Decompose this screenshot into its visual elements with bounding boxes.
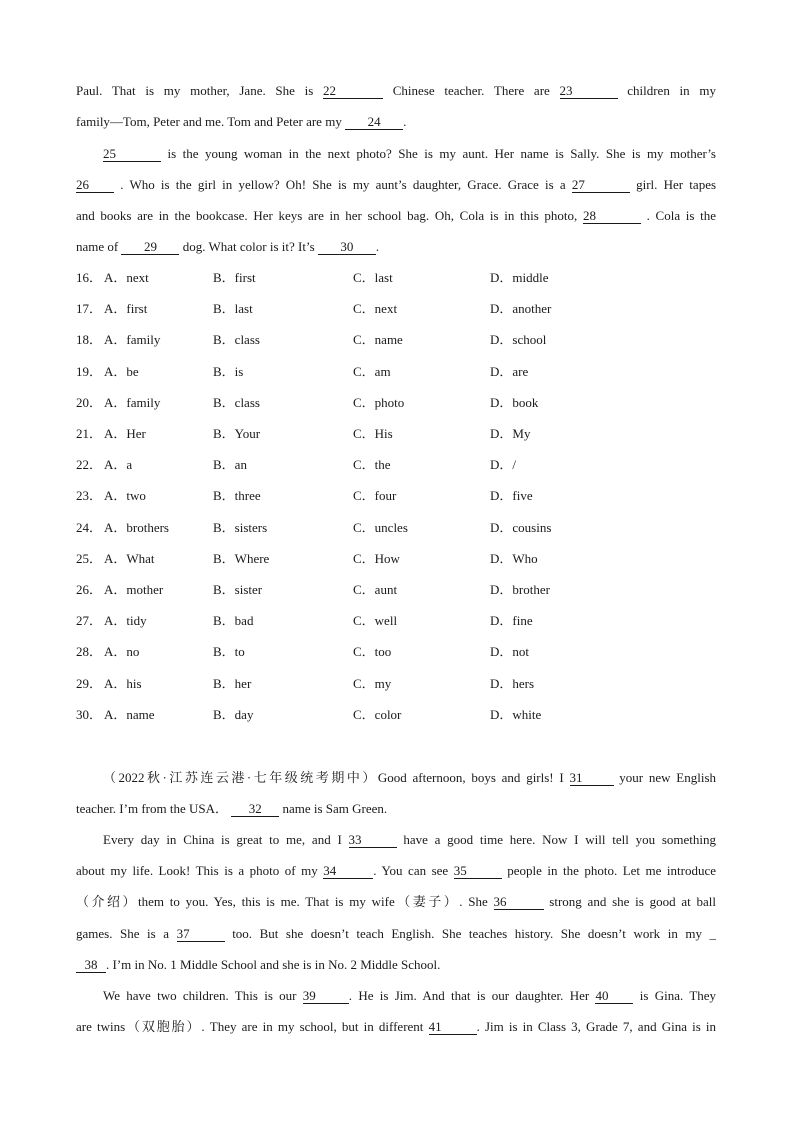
blank-32[interactable]: 32 <box>231 801 279 817</box>
blank-34[interactable]: 34 <box>323 863 373 879</box>
passage2-line6: games. She is a 37 too. But she doesn’t teach English. She teaches history. She doesn’t work in my _ <box>76 926 716 941</box>
blank-35[interactable]: 35 <box>454 863 502 879</box>
passage2-line4: about my life. Look! This is a photo of my 34 . You can see 35 people in the photo. Let me introduce <box>76 863 716 878</box>
question-row <box>76 300 716 318</box>
question-number: 27． <box>76 613 103 629</box>
question-number: 17． <box>76 301 103 317</box>
question-row <box>76 643 716 661</box>
option-c[interactable]: C．color <box>353 706 402 722</box>
passage2-line2: teacher. I’m from the USA． 32 name is Sam Green. <box>76 801 388 816</box>
question-number: 20． <box>76 394 103 410</box>
option-a[interactable]: A．next <box>104 270 149 285</box>
blank-41[interactable]: 41 <box>429 1019 477 1035</box>
question-row <box>76 550 716 568</box>
blank-24[interactable]: 24 <box>345 114 403 130</box>
blank-30[interactable]: 30 <box>318 239 376 255</box>
option-d[interactable]: D．another <box>490 301 552 317</box>
option-d[interactable]: D．middle <box>490 270 549 285</box>
passage1-line2: family—Tom, Peter and me. Tom and Peter are my 24 . <box>76 114 407 129</box>
option-d[interactable]: D．not <box>490 644 530 660</box>
option-b[interactable]: B．class <box>213 332 260 348</box>
option-c[interactable]: C．the <box>353 457 391 473</box>
passage1-line6: name of 29 dog. What color is it? It’s 30 . <box>76 239 380 254</box>
option-a[interactable]: A．name <box>104 706 155 722</box>
question-number: 18． <box>76 332 103 348</box>
question-row <box>76 456 716 474</box>
option-a[interactable]: A．What <box>104 550 155 566</box>
option-a[interactable]: A．family <box>104 332 161 348</box>
question-row <box>76 425 716 443</box>
blank-27[interactable]: 27 <box>572 177 630 193</box>
option-d[interactable]: D．Who <box>490 550 538 566</box>
blank-22[interactable]: 22 <box>323 83 383 99</box>
passage1-line5: and books are in the bookcase. Her keys are in her school bag. Oh, Cola is in this photo, 28 . Cola is the <box>76 208 716 223</box>
option-c[interactable]: C．four <box>353 488 397 504</box>
option-c[interactable]: C．next <box>353 301 398 317</box>
option-c[interactable]: C．aunt <box>353 582 398 597</box>
option-c[interactable]: C．my <box>353 675 392 691</box>
option-c[interactable]: C．How <box>353 550 400 566</box>
option-c[interactable]: C．too <box>353 644 392 660</box>
option-b[interactable]: B．last <box>213 301 253 317</box>
question-row <box>76 331 716 349</box>
blank-33[interactable]: 33 <box>349 832 397 848</box>
question-row <box>76 675 716 693</box>
option-d[interactable]: D．fine <box>490 613 533 629</box>
option-b[interactable]: B．an <box>213 457 247 473</box>
question-number: 25． <box>76 550 103 566</box>
blank-37[interactable]: 37 <box>177 926 225 942</box>
option-b[interactable]: B．her <box>213 675 252 691</box>
option-b[interactable]: B．first <box>213 270 256 285</box>
passage1-line3: 25 is the young woman in the next photo? She is my aunt. Her name is Sally. She is my mother’s <box>103 146 716 161</box>
option-a[interactable]: A．brothers <box>104 519 169 535</box>
blank-36[interactable]: 36 <box>494 894 544 910</box>
option-c[interactable]: C．uncles <box>353 519 408 535</box>
blank-31[interactable]: 31 <box>570 770 614 786</box>
option-a[interactable]: A．a <box>104 457 133 473</box>
option-b[interactable]: B．sisters <box>213 519 268 535</box>
option-c[interactable]: C．well <box>353 613 398 629</box>
option-b[interactable]: B．Your <box>213 426 261 441</box>
blank-26[interactable]: 26 <box>76 177 114 193</box>
question-row <box>76 581 716 599</box>
option-a[interactable]: A．mother <box>104 582 164 597</box>
question-row <box>76 363 716 381</box>
option-c[interactable]: C．photo <box>353 394 405 410</box>
blank-40[interactable]: 40 <box>595 988 633 1004</box>
question-row <box>76 519 716 537</box>
passage2-line1: （2022秋·江苏连云港·七年级统考期中）Good afternoon, boys and girls! I 31 your new English <box>103 770 716 785</box>
option-c[interactable]: C．last <box>353 270 393 285</box>
passage2-line3: Every day in China is great to me, and I 33 have a good time here. Now I will tell you something <box>103 832 716 847</box>
question-number: 21． <box>76 426 103 441</box>
option-b[interactable]: B．Where <box>213 550 270 566</box>
question-number: 24． <box>76 519 103 535</box>
passage2-line5: （介绍）them to you. Yes, this is me. That is my wife（妻子）. She 36 strong and she is good at ball <box>76 894 716 909</box>
question-number: 30． <box>76 706 103 722</box>
option-d[interactable]: D．hers <box>490 675 535 691</box>
passage2-line9: are twins（双胞胎）. They are in my school, but in different 41 . Jim is in Class 3, Grade 7, and Gina is in <box>76 1019 716 1034</box>
blank-25[interactable]: 25 <box>103 146 161 162</box>
option-d[interactable]: D．My <box>490 426 531 441</box>
question-number: 19． <box>76 363 103 379</box>
blank-39[interactable]: 39 <box>303 988 349 1004</box>
question-number: 26． <box>76 582 103 597</box>
question-row <box>76 269 716 287</box>
option-b[interactable]: B．three <box>213 488 261 504</box>
option-c[interactable]: C．His <box>353 426 393 441</box>
blank-28[interactable]: 28 <box>583 208 641 224</box>
blank-29[interactable]: 29 <box>121 239 179 255</box>
option-a[interactable]: A．no <box>104 644 140 660</box>
passage1-line4: 26 . Who is the girl in yellow? Oh! She is my aunt’s daughter, Grace. Grace is a 27 girl. Her tapes <box>76 177 716 192</box>
question-number: 22． <box>76 457 103 473</box>
option-d[interactable]: D．white <box>490 706 542 722</box>
option-b[interactable]: B．bad <box>213 613 254 629</box>
blank-23[interactable]: 23 <box>560 83 618 99</box>
option-a[interactable]: A．his <box>104 675 142 691</box>
option-a[interactable]: A．tidy <box>104 613 147 629</box>
option-a[interactable]: A．family <box>104 394 161 410</box>
option-a[interactable]: A．first <box>104 301 148 317</box>
question-number: 29． <box>76 675 103 691</box>
option-b[interactable]: B．day <box>213 706 254 722</box>
option-a[interactable]: A．Her <box>104 426 146 441</box>
option-b[interactable]: B．class <box>213 394 260 410</box>
option-d[interactable]: D．cousins <box>490 519 552 535</box>
passage2-line8: We have two children. This is our 39 . He is Jim. And that is our daughter. Her 40 is Gina. They <box>103 988 716 1003</box>
option-a[interactable]: A．two <box>104 488 146 504</box>
option-b[interactable]: B．to <box>213 644 245 660</box>
option-d[interactable]: D．brother <box>490 582 550 597</box>
question-row <box>76 487 716 505</box>
option-b[interactable]: B．is <box>213 363 244 379</box>
option-d[interactable]: D．five <box>490 488 533 504</box>
passage2-line7: 38 . I’m in No. 1 Middle School and she is in No. 2 Middle School. <box>76 956 716 974</box>
option-d[interactable]: D．book <box>490 394 539 410</box>
option-c[interactable]: C．am <box>353 363 391 379</box>
passage1-line1: Paul. That is my mother, Jane. She is 22 Chinese teacher. There are 23 children in my <box>76 83 716 98</box>
question-number: 28． <box>76 644 103 660</box>
question-number: 16． <box>76 270 103 285</box>
option-c[interactable]: C．name <box>353 332 403 348</box>
option-d[interactable]: D．/ <box>490 457 517 473</box>
option-d[interactable]: D．are <box>490 363 529 379</box>
question-number: 23． <box>76 488 103 504</box>
blank-38[interactable]: 38 <box>76 957 106 973</box>
question-row <box>76 612 716 630</box>
question-row <box>76 706 716 724</box>
option-a[interactable]: A．be <box>104 363 139 379</box>
option-d[interactable]: D．school <box>490 332 547 348</box>
question-row <box>76 394 716 412</box>
option-b[interactable]: B．sister <box>213 582 263 597</box>
